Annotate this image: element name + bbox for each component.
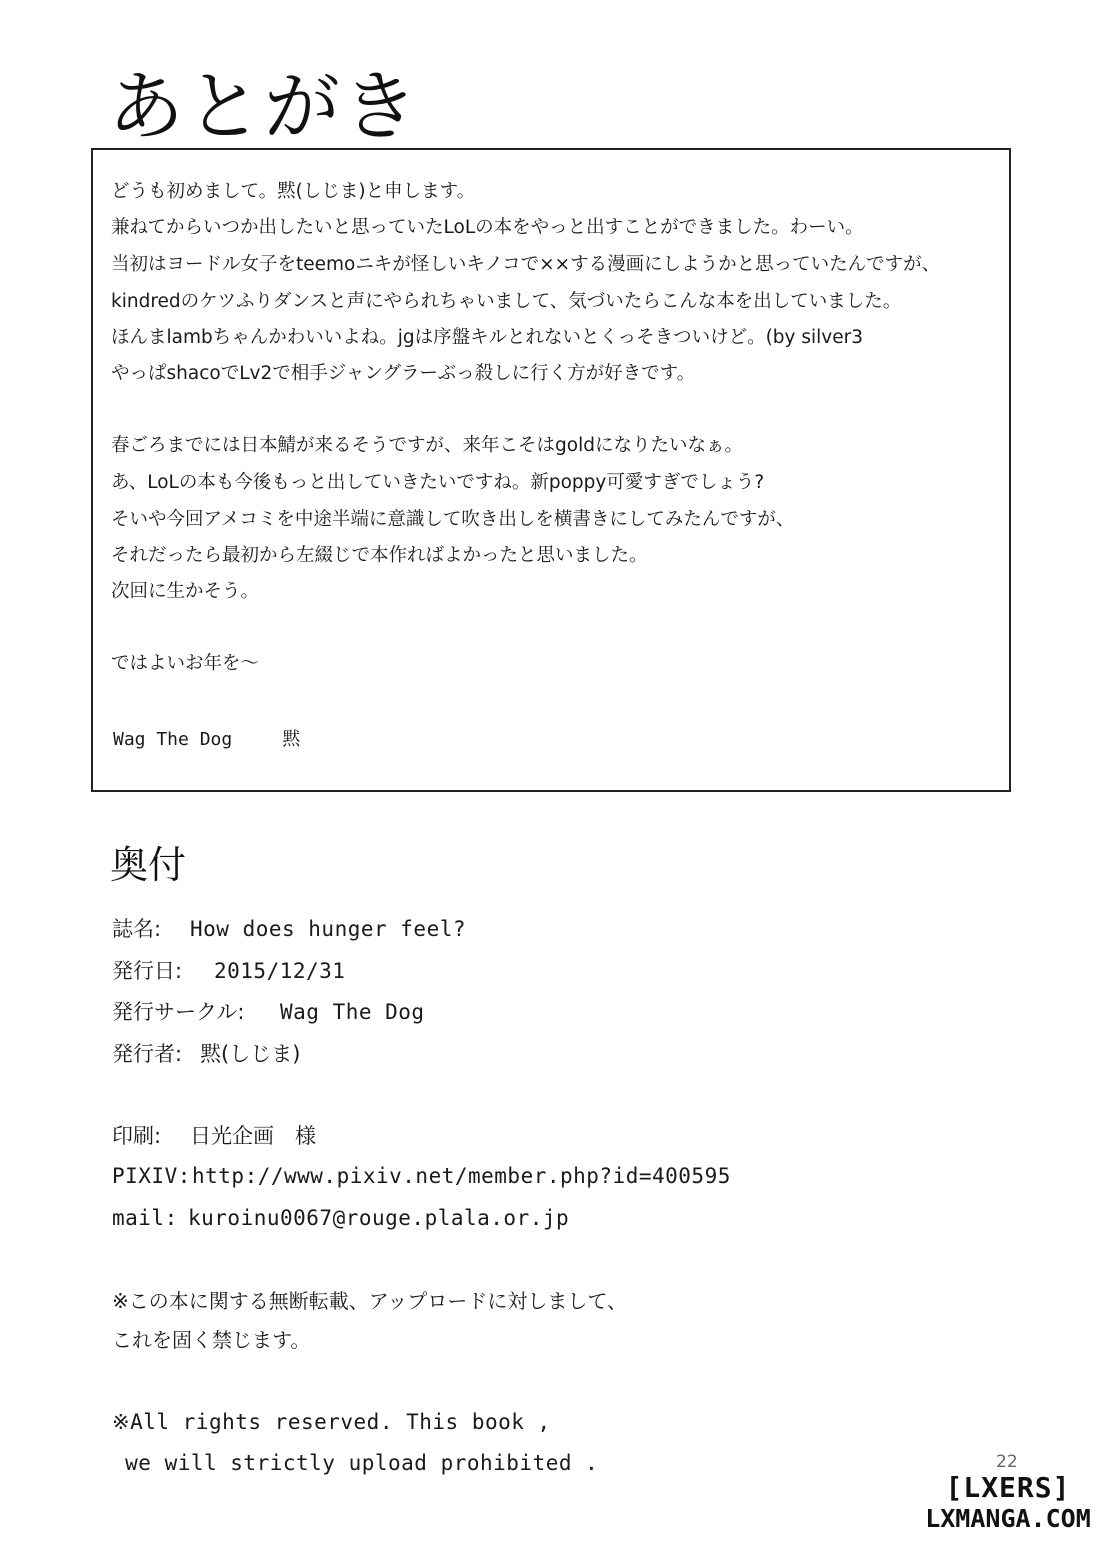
colophon-publisher-row xyxy=(112,1039,300,1069)
colophon-printer-row xyxy=(112,1121,316,1151)
date-value: 2015/12/31 xyxy=(214,959,346,983)
mail-link[interactable]: kuroinu0067@rouge.plala.or.jp xyxy=(188,1206,570,1230)
printer-value: 日光企画 様 xyxy=(190,1124,316,1148)
afterword-line: 春ごろまでには日本鯖が来るそうですが、来年こそはgoldになりたいなぁ。 xyxy=(111,435,743,456)
afterword-line: どうも初めまして。黙(しじま)と申します。 xyxy=(111,181,476,202)
printer-label: 印刷: xyxy=(112,1124,162,1148)
colophon-circle-row xyxy=(112,997,425,1027)
afterword-line: あ、LoLの本も今後もっと出していきたいですね。新poppy可愛すぎでしょう? xyxy=(111,472,765,493)
afterword-line: そいや今回アメコミを中途半端に意識して吹き出しを横書きにしてみたんですが、 xyxy=(111,509,795,530)
notice-en-line: we will strictly upload prohibited . xyxy=(112,1451,599,1475)
signature-author: 黙 xyxy=(282,729,301,750)
site-watermark xyxy=(918,1472,1098,1534)
watermark-bottom: LXMANGA.COM xyxy=(925,1504,1091,1533)
colophon-title-row xyxy=(112,914,466,944)
publisher-value: 黙(しじま) xyxy=(200,1042,301,1066)
colophon-pixiv-row xyxy=(112,1161,731,1191)
afterword-line: ほんまlambちゃんかわいいよね。jgは序盤キルとれないとくっそきついけど。(by silver3 xyxy=(111,327,863,348)
colophon-date-row xyxy=(112,956,345,986)
publisher-label: 発行者: xyxy=(112,1042,183,1066)
notice-jp-line: これを固く禁じます。 xyxy=(112,1328,311,1352)
notice-en-line: ※All rights reserved. This book , xyxy=(112,1410,551,1434)
afterword-line: 兼ねてからいつか出したいと思っていたLoLの本をやっと出すことができました。わーい。 xyxy=(111,217,864,238)
afterword-line: やっぱshacoでLv2で相手ジャングラーぶっ殺しに行く方が好きです。 xyxy=(111,363,696,384)
afterword-box xyxy=(91,148,1011,792)
afterword-heading: あとがき xyxy=(108,62,420,151)
mail-label: mail: xyxy=(112,1206,178,1230)
colophon-heading: 奥付 xyxy=(110,843,187,887)
title-value: How does hunger feel? xyxy=(190,917,467,941)
pixiv-link[interactable]: http://www.pixiv.net/member.php?id=400595 xyxy=(192,1164,731,1188)
notice-jp-line: ※この本に関する無断転載、アップロードに対しまして、 xyxy=(112,1289,627,1313)
circle-value: Wag The Dog xyxy=(280,1000,425,1024)
signature-circle: Wag The Dog xyxy=(113,729,233,750)
title-label: 誌名: xyxy=(112,917,162,941)
afterword-line: kindredのケツふりダンスと声にやられちゃいまして、気づいたらこんな本を出していました。 xyxy=(111,291,902,312)
afterword-line: 当初はヨードル女子をteemoニキが怪しいキノコで××する漫画にしようかと思っていたんですが、 xyxy=(111,254,941,275)
page-number: 22 xyxy=(996,1452,1018,1472)
afterword-line: ではよいお年を〜 xyxy=(111,653,260,674)
colophon-mail-row xyxy=(112,1203,569,1233)
pixiv-label: PIXIV: xyxy=(112,1164,191,1188)
date-label: 発行日: xyxy=(112,959,183,983)
afterword-line: 次回に生かそう。 xyxy=(111,581,260,602)
afterword-line: それだったら最初から左綴じで本作ればよかったと思いました。 xyxy=(111,545,648,566)
afterword-signature xyxy=(113,726,300,754)
circle-label: 発行サークル: xyxy=(112,1000,245,1024)
watermark-top: [LXERS] xyxy=(945,1471,1071,1504)
